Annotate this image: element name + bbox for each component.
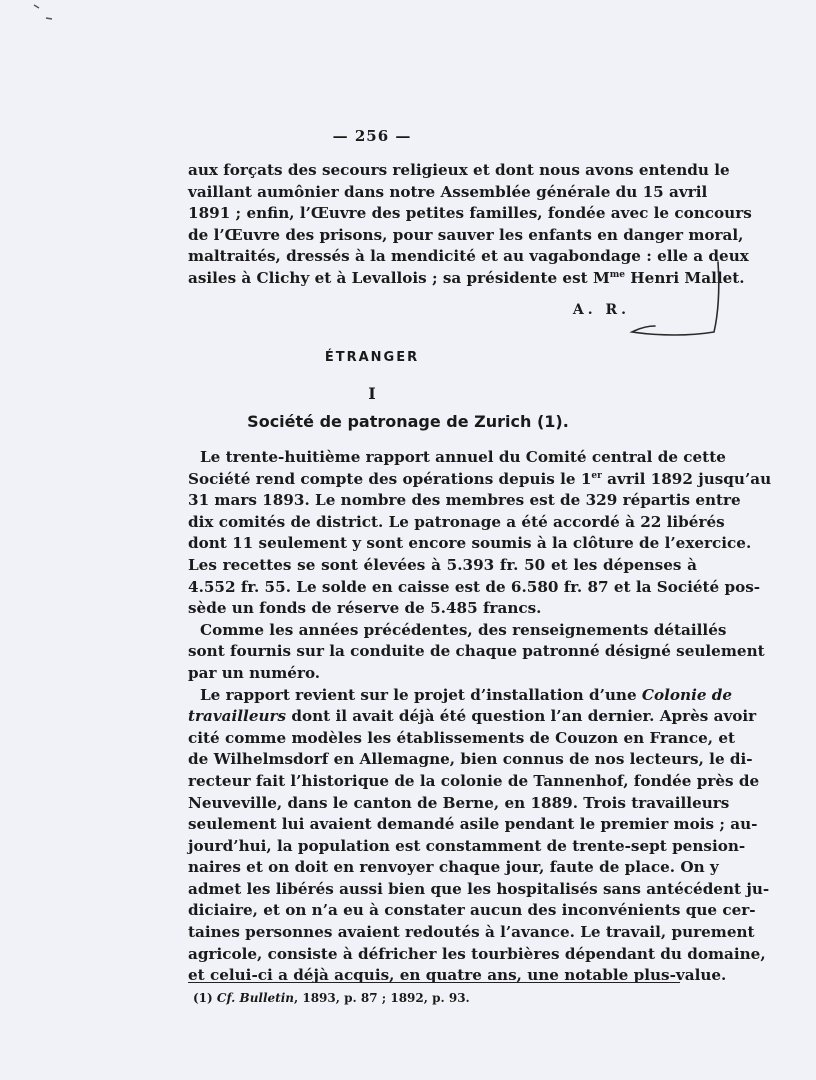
text-line: maltraités, dressés à la mendicité et au vagabondage : elle a deux [188, 247, 749, 266]
section-number: I [368, 384, 376, 403]
footnote-journal: Bulletin [239, 991, 294, 1005]
footnote-rule [188, 982, 680, 983]
italic-text: Colonie de [641, 685, 733, 704]
text-line: vaillant aumônier dans notre Assemblée générale du 15 avril [188, 182, 708, 201]
text-line: aux forçats des secours religieux et dont nous avons entendu le [188, 161, 730, 179]
superscript: me [609, 269, 626, 280]
text-line [188, 685, 733, 707]
text-segment: asiles à Clichy et à Levallois ; sa présidente est M [188, 268, 610, 287]
section-heading: ÉTRANGER [324, 350, 420, 365]
text-line [188, 706, 757, 728]
text-line: taines personnes avaient redoutés à l’avance. Le travail, purement [188, 923, 755, 942]
page-number: — 256 — [332, 127, 412, 145]
text-line: sont fournis sur la conduite de chaque patronné désigné seulement [188, 642, 765, 661]
text-line: jourd’hui, la population est constamment de trente-sept pension- [188, 836, 746, 855]
intro-paragraph [188, 160, 752, 290]
text-line: 4.552 fr. 55. Le solde en caisse est de 6.580 fr. 87 et la Société pos- [188, 577, 761, 596]
text-line: agricole, consiste à défricher les tourbières dépendant du domaine, [188, 944, 766, 963]
text-line: de Wilhelmsdorf en Allemagne, bien connus de nos lecteurs, le di- [188, 750, 753, 769]
text-segment: Henri Mallet. [625, 268, 745, 287]
text-line: sède un fonds de réserve de 5.485 francs. [188, 599, 542, 618]
footnote-refs: , 1893, p. 87 ; 1892, p. 93. [294, 991, 470, 1005]
article-body [188, 447, 772, 987]
text-line: Neuveville, dans le canton de Berne, en 1889. Trois travailleurs [188, 793, 730, 812]
author-signature: A. R. [572, 302, 630, 318]
text-line: Comme les années précédentes, des renseignements détaillés [200, 620, 727, 639]
text-segment: avril 1892 jusqu’au [601, 469, 772, 488]
text-line [188, 268, 745, 290]
text-line: diciaire, et on n’a eu à constater aucun des inconvénients que cer- [188, 901, 756, 920]
italic-text: travailleurs [188, 707, 287, 726]
text-line: Les recettes se sont élevées à 5.393 fr. 50 et les dépenses à [188, 555, 697, 574]
footnote [193, 991, 470, 1005]
text-line [188, 469, 772, 491]
text-line: recteur fait l’historique de la colonie de Tannenhof, fondée près de [188, 771, 760, 790]
text-line: de l’Œuvre des prisons, pour sauver les enfants en danger moral, [188, 225, 744, 244]
text-line: admet les libérés aussi bien que les hospitalisés sans antécédent ju- [188, 879, 770, 898]
superscript: er [591, 470, 602, 481]
pencil-stray-mark [34, 5, 52, 19]
text-line: seulement lui avaient demandé asile pendant le premier mois ; au- [188, 815, 758, 834]
footnote-abbr: Cf. [216, 991, 236, 1005]
text-line: et celui-ci a déjà acquis, en quatre ans, une notable plus-value. [188, 966, 727, 985]
text-line: par un numéro. [188, 663, 321, 682]
text-line: dix comités de district. Le patronage a été accordé à 22 libérés [188, 512, 725, 531]
text-line: 31 mars 1893. Le nombre des membres est de 329 répartis entre [188, 491, 741, 510]
text-line: naires et on doit en renvoyer chaque jour, faute de place. On y [188, 858, 719, 877]
text-segment: Le rapport revient sur le projet d’installation d’une [200, 685, 642, 704]
text-line: Le trente-huitième rapport annuel du Comité central de cette [200, 448, 726, 466]
text-line: 1891 ; enfin, l’Œuvre des petites familles, fondée avec le concours [188, 204, 752, 223]
text-segment: dont il avait déjà été question l’an dernier. Après avoir [286, 707, 757, 726]
text-line: cité comme modèles les établissements de Couzon en France, et [188, 728, 736, 747]
text-line: dont 11 seulement y sont encore soumis à la clôture de l’exercice. [188, 534, 752, 553]
article-title: Société de patronage de Zurich (1). [247, 412, 569, 431]
text-segment: Société rend compte des opérations depuis le 1 [188, 469, 592, 488]
footnote-marker: (1) [193, 991, 217, 1005]
